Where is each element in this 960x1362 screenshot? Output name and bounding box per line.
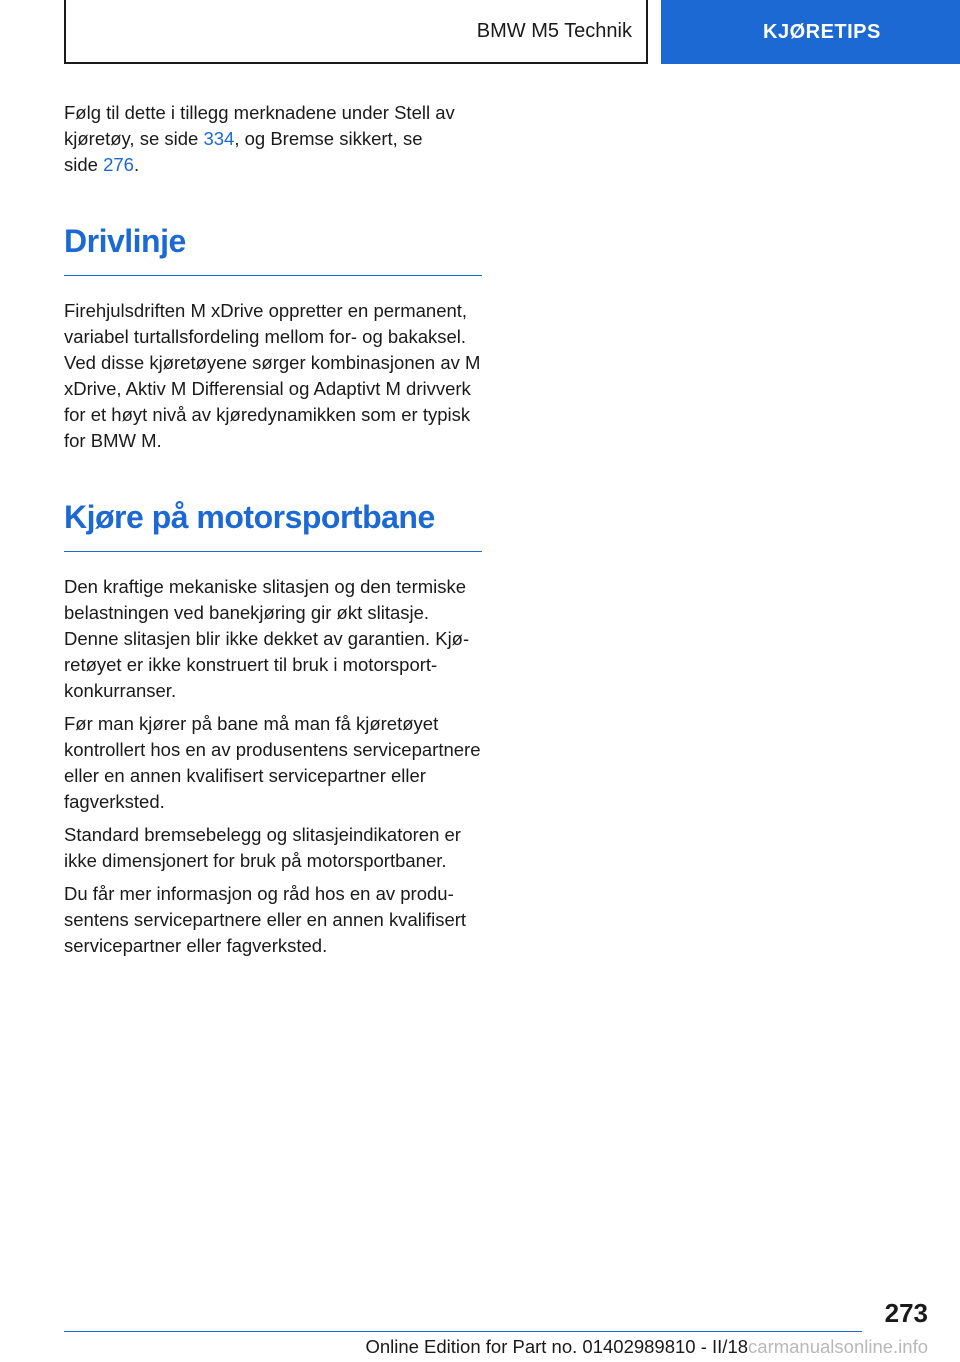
document-title: BMW M5 Technik bbox=[476, 19, 632, 42]
document-title-box bbox=[64, 0, 648, 64]
motorsport-paragraph-1: Den kraftige mekaniske slitasjen og den termiske belastningen ved banekjøring gir økt slitasje. Denne slitasjen blir ikke dekket av garantien. Kjøretøyet er ikke konstruert til bruk i motorsportkonkurranser. bbox=[64, 576, 470, 701]
page-link-334[interactable]: 334 bbox=[203, 128, 235, 149]
section-heading-motorsportbane: Kjøre på motorsportbane bbox=[64, 497, 482, 552]
motorsport-paragraph-2: Før man kjører på bane må man få kjøretøyet kontrollert hos en av produsentens servicepartnere eller en annen kvalifisert servicepartner eller fagverksted. bbox=[64, 713, 481, 812]
chapter-tab-label: KJØRETIPS bbox=[763, 20, 881, 43]
page-number: 273 bbox=[884, 1298, 928, 1328]
chapter-tab[interactable] bbox=[661, 0, 960, 64]
footer-divider bbox=[64, 1331, 862, 1332]
section-heading-drivlinje: Drivlinje bbox=[64, 221, 482, 276]
main-content bbox=[64, 100, 482, 966]
watermark-text: carmanualsonline.info bbox=[748, 1336, 928, 1357]
footer-edition bbox=[365, 1336, 928, 1358]
page-link-276[interactable]: 276 bbox=[103, 154, 134, 175]
intro-paragraph: Følg til dette i tillegg merknadene under Stell av kjøretøy, se side 334, og Bremse sikkert, se side 276. bbox=[64, 102, 455, 175]
drivlinje-paragraph: Firehjulsdriften M xDrive oppretter en permanent, variabel turtallsfordeling mellom for- og bakaksel. Ved disse kjøretøyene sørger kombinasjonen av M xDrive, Aktiv M Differensial og Adaptivt M drivverk for et høyt nivå av kjøredynamikken som er typisk for BMW M. bbox=[64, 300, 481, 451]
motorsport-paragraph-3: Standard bremsebelegg og slitasjeindikatoren er ikke dimensjonert for bruk på motorsportbaner. bbox=[64, 824, 461, 871]
edition-text: Online Edition for Part no. 01402989810 - II/18 bbox=[365, 1336, 749, 1357]
motorsport-paragraph-4: Du får mer informasjon og råd hos en av produsentens servicepartnere eller en annen kvalifisert servicepartner eller fagverksted. bbox=[64, 883, 467, 956]
